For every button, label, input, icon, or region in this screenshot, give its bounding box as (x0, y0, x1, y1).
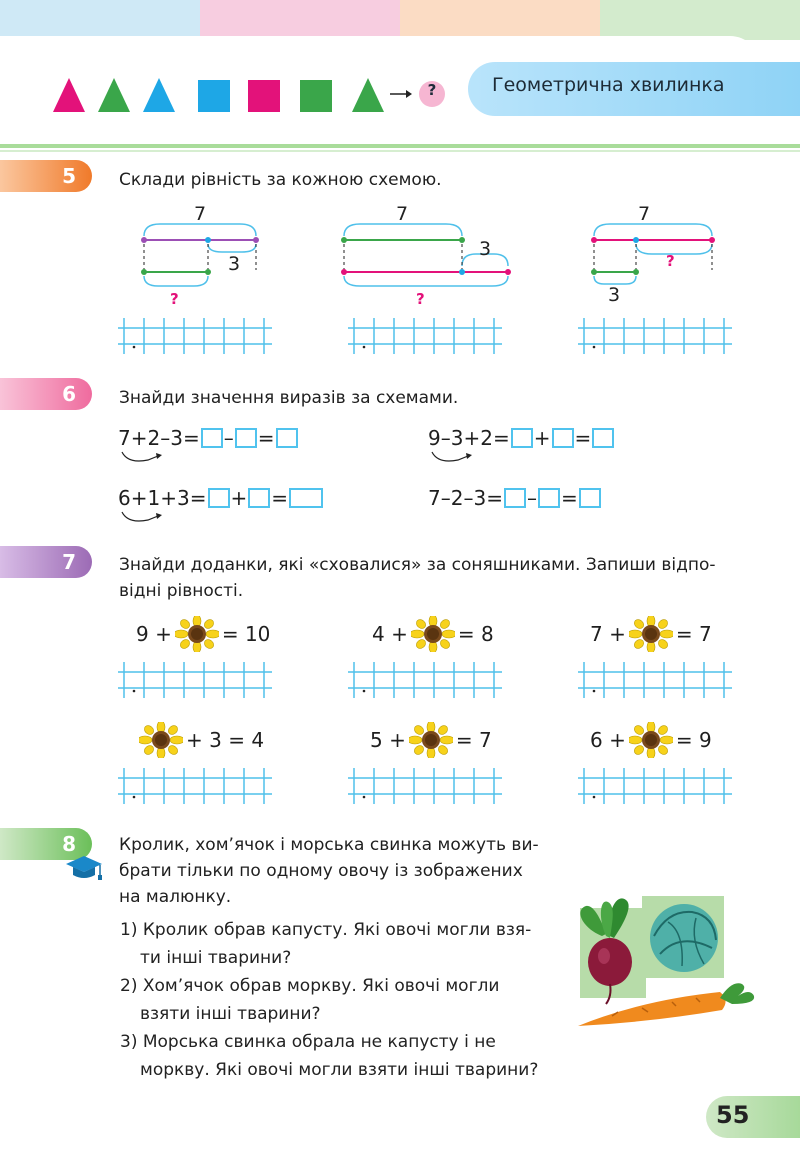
question-3: 3) Морська свинка обрала не капусту і не моркву. Які овочі могли взяти інші тварини? (120, 1032, 539, 1080)
sunflower-icon (629, 722, 673, 758)
scheme2-right-label: 3 (479, 238, 492, 260)
task-number-5: 5 (0, 160, 92, 192)
scheme1-right-label: 3 (228, 253, 241, 275)
scheme3-unknown: ? (666, 252, 675, 270)
task-number-7: 7 (0, 546, 92, 578)
answer-grid[interactable] (118, 662, 268, 696)
expression-3: 6 + 1 + 3 = + = (118, 486, 324, 510)
answer-grid[interactable] (348, 662, 498, 696)
answer-box[interactable] (289, 488, 323, 508)
geo-minute-title: Геометрична хвилинка (492, 74, 725, 96)
scheme-arc-icon (428, 450, 478, 466)
sunflower-icon (629, 616, 673, 652)
sunflower-equation: 9 + = 10 (136, 616, 270, 652)
arrow-right-icon (406, 90, 412, 98)
header-divider-thin (0, 150, 800, 152)
answer-box[interactable] (592, 428, 614, 448)
sunflower-icon (175, 616, 219, 652)
square-green-icon (300, 80, 332, 112)
sunflower-equation: 6 + = 9 (590, 722, 712, 758)
square-magenta-icon (248, 80, 280, 112)
expression-1: 7 + 2 – 3 = – = (118, 426, 299, 450)
sunflower-equation: 4 + = 8 (372, 616, 494, 652)
scheme2-unknown: ? (416, 290, 425, 308)
question-1: 1) Кролик обрав капусту. Які овочі могли взя- ти інші тварини? (120, 920, 532, 968)
scheme-3 (580, 200, 730, 312)
cabbage-icon (650, 904, 718, 972)
answer-grid[interactable] (348, 318, 498, 352)
scheme3-bottom-label: 3 (608, 284, 621, 306)
sunflower-equation: 5 + = 7 (370, 722, 492, 758)
scheme-arc-icon (118, 450, 168, 466)
answer-box[interactable] (579, 488, 601, 508)
sunflower-equation: + 3 = 4 (136, 722, 264, 758)
graduation-cap-icon (64, 854, 104, 882)
sunflower-icon (139, 722, 183, 758)
square-blue-icon (198, 80, 230, 112)
top-color-bar (0, 0, 800, 40)
answer-box[interactable] (276, 428, 298, 448)
scheme1-top-label: 7 (194, 203, 207, 225)
answer-box[interactable] (201, 428, 223, 448)
task7-line-2: відні рівності. (119, 581, 244, 601)
answer-grid[interactable] (348, 768, 498, 802)
question-mark: ? (427, 81, 437, 99)
answer-box[interactable] (511, 428, 533, 448)
scheme3-top-label: 7 (638, 203, 651, 225)
task7-text (119, 552, 759, 604)
answer-box[interactable] (538, 488, 560, 508)
answer-box[interactable] (552, 428, 574, 448)
triangle-blue-icon (143, 78, 175, 112)
sunflower-icon (411, 616, 455, 652)
task-number-6: 6 (0, 378, 92, 410)
task8-questions (120, 918, 560, 1086)
task6-text: Знайди значення виразів за схемами. (119, 388, 459, 408)
task-number-8: 8 (0, 828, 92, 860)
expression-2: 9 – 3 + 2 = + = (428, 426, 615, 450)
expression-4: 7 – 2 – 3 = – = (428, 486, 602, 510)
answer-box[interactable] (504, 488, 526, 508)
scheme2-top-label: 7 (396, 203, 409, 225)
task5-text: Склади рівність за кожною схемою. (119, 170, 442, 190)
answer-grid[interactable] (118, 318, 268, 352)
triangle-magenta-icon (53, 78, 85, 112)
answer-box[interactable] (235, 428, 257, 448)
answer-grid[interactable] (578, 318, 728, 352)
scheme-2 (330, 200, 520, 312)
sunflower-icon (409, 722, 453, 758)
task8-intro: Кролик, хом’ячок і морська свинка можуть ви- брати тільки по одному овочу із зображених на малюнку. (119, 835, 539, 907)
triangle-green-icon (98, 78, 130, 112)
answer-grid[interactable] (578, 662, 728, 696)
scheme-arc-icon (118, 510, 168, 526)
question-2: 2) Хом’ячок обрав моркву. Які овочі могли взяти інші тварини? (120, 976, 500, 1024)
task7-line-1: Знайди доданки, які «сховалися» за соняшниками. Запиши відпо- (119, 555, 716, 575)
shape-sequence (50, 72, 450, 118)
scheme1-unknown: ? (170, 290, 179, 308)
triangle-green-icon-2 (352, 78, 384, 112)
sunflower-equation: 7 + = 7 (590, 616, 712, 652)
vegetables-illustration (572, 888, 758, 1036)
answer-grid[interactable] (578, 768, 728, 802)
answer-box[interactable] (208, 488, 230, 508)
header-divider (0, 144, 800, 148)
answer-grid[interactable] (118, 768, 268, 802)
answer-box[interactable] (248, 488, 270, 508)
page-number: 55 (716, 1101, 750, 1129)
